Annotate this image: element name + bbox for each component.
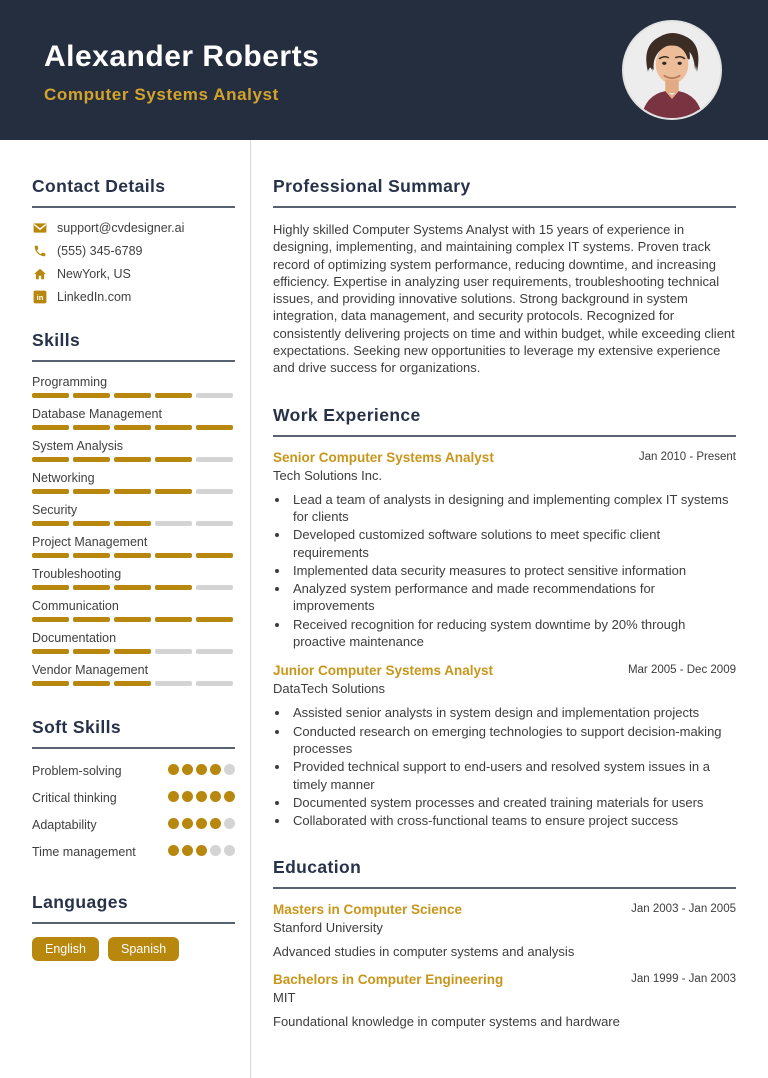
skill-item [32, 567, 235, 590]
resume-header [0, 0, 768, 140]
rating-dot [210, 818, 221, 829]
rating-dot [168, 764, 179, 775]
degree-title: Masters in Computer Science [273, 902, 463, 918]
rating-dot [224, 764, 235, 775]
svg-text:in: in [36, 292, 43, 302]
skill-bar [32, 425, 235, 430]
skill-bar [32, 617, 235, 622]
summary-section-title: Professional Summary [273, 176, 471, 196]
section-rule [32, 922, 235, 924]
job-dates: Mar 2005 - Dec 2009 [627, 664, 736, 677]
skill-segment [196, 489, 233, 494]
skill-segment [32, 457, 69, 462]
language-pill: Spanish [108, 937, 179, 961]
section-summary [273, 176, 736, 377]
skill-bar [32, 489, 235, 494]
skill-label: Database Management [32, 407, 162, 421]
skill-segment [155, 553, 192, 558]
skill-bar [32, 521, 235, 526]
skill-segment [32, 393, 69, 398]
skills-section-title: Skills [32, 330, 81, 350]
job-bullets [290, 704, 736, 829]
job-entry-head [273, 450, 736, 465]
languages-section-title: Languages [32, 891, 128, 912]
skill-segment [73, 393, 110, 398]
rating-dot [182, 845, 193, 856]
soft-skill-label: Critical thinking [32, 791, 117, 806]
education-description: Foundational knowledge in computer systems and hardware [273, 1014, 620, 1030]
skill-segment [155, 617, 192, 622]
job-company: Tech Solutions Inc. [273, 467, 383, 483]
rating-dot [210, 791, 221, 802]
education-dates: Jan 1999 - Jan 2003 [631, 973, 736, 986]
school-name: MIT [273, 990, 296, 1006]
skill-label: System Analysis [32, 439, 124, 453]
soft-skill-item [32, 789, 235, 807]
skill-segment [114, 489, 151, 494]
rating-dot [224, 818, 235, 829]
skill-label: Documentation [32, 631, 117, 645]
skill-bar [32, 649, 235, 654]
skill-segment [73, 457, 110, 462]
contact-text: (555) 345-6789 [57, 244, 143, 258]
soft-skill-label: Problem-solving [32, 764, 122, 778]
skill-bar [32, 553, 235, 558]
section-rule [32, 206, 235, 208]
linkedin-icon [32, 290, 47, 304]
skill-segment [155, 681, 192, 686]
section-contact [32, 176, 235, 304]
skill-segment [32, 521, 69, 526]
skill-bar [32, 585, 235, 590]
bullet-item: • Received recognition for reducing system downtime by 20% through proactive maintenance [290, 616, 736, 651]
skill-segment [196, 425, 233, 430]
soft-skills-list [32, 762, 235, 862]
contact-list [32, 221, 235, 304]
bullet-item: • Conducted research on emerging technologies to support decision-making processes [290, 723, 736, 758]
skill-bar [32, 393, 235, 398]
job-dates: Jan 2010 - Present [638, 450, 736, 463]
soft-skill-item [32, 762, 235, 780]
contact-text: support@cvdesigner.ai [57, 221, 185, 235]
bullet-item: • Lead a team of analysts in designing and implementing complex IT systems for clients [290, 491, 736, 526]
contact-section-title: Contact Details [32, 176, 166, 196]
profile-photo [622, 20, 722, 120]
skill-segment [114, 393, 151, 398]
skill-segment [196, 457, 233, 462]
skill-item [32, 631, 235, 654]
skill-segment [73, 585, 110, 590]
rating-dot [224, 845, 235, 856]
bullet-item: • Documented system processes and created training materials for users [290, 794, 736, 811]
rating-dot [196, 764, 207, 775]
skill-item [32, 599, 235, 622]
envelope-icon [32, 221, 47, 235]
rating-dot [168, 845, 179, 856]
job-entry [273, 663, 736, 829]
profile-photo-illustration [624, 22, 720, 118]
education-entry [273, 972, 736, 1029]
skill-bar [32, 457, 235, 462]
skill-label: Networking [32, 471, 95, 485]
skill-segment [114, 521, 151, 526]
skill-item [32, 471, 235, 494]
soft-skill-item [32, 843, 235, 861]
resume-body [0, 140, 768, 1078]
section-rule [273, 206, 736, 208]
skill-segment [32, 681, 69, 686]
rating-dot [224, 791, 235, 802]
skill-segment [73, 521, 110, 526]
skill-segment [73, 681, 110, 686]
school-name: Stanford University [273, 920, 383, 936]
job-entry-head [273, 663, 736, 678]
skill-label: Security [32, 503, 78, 517]
skill-segment [155, 457, 192, 462]
section-education [273, 857, 736, 1029]
skill-item [32, 535, 235, 558]
skill-segment [114, 585, 151, 590]
job-title: Junior Computer Systems Analyst [273, 663, 494, 679]
soft-skill-label: Time management [32, 845, 136, 860]
rating-dots [165, 816, 235, 829]
skill-label: Project Management [32, 535, 148, 549]
phone-icon [32, 244, 47, 258]
section-skills [32, 330, 235, 686]
section-soft-skills [32, 717, 235, 862]
skill-segment [32, 553, 69, 558]
contact-item [32, 221, 235, 235]
job-entry [273, 450, 736, 651]
skill-item [32, 375, 235, 398]
rating-dot [196, 791, 207, 802]
experience-section-title: Work Experience [273, 404, 421, 425]
skill-item [32, 439, 235, 462]
rating-dots [165, 762, 235, 775]
education-entry-head [273, 902, 736, 917]
skill-segment [32, 585, 69, 590]
skill-segment [196, 617, 233, 622]
skill-segment [32, 425, 69, 430]
skill-segment [114, 553, 151, 558]
skill-label: Vendor Management [32, 663, 149, 677]
bullet-item: • Developed customized software solutions to meet specific client requirements [290, 526, 736, 561]
contact-item [32, 267, 235, 281]
contact-text: LinkedIn.com [57, 290, 132, 304]
skill-segment [196, 393, 233, 398]
job-company: DataTech Solutions [273, 681, 386, 697]
section-rule [32, 360, 235, 362]
jobs-list [273, 450, 736, 830]
skill-segment [114, 425, 151, 430]
rating-dot [196, 845, 207, 856]
section-experience [273, 405, 736, 830]
home-icon [32, 267, 47, 281]
skill-item [32, 663, 235, 686]
bullet-item: • Assisted senior analysts in system design and implementation projects [290, 704, 736, 721]
bullet-item: • Analyzed system performance and made recommendations for improvements [290, 580, 736, 615]
skill-segment [196, 521, 233, 526]
skill-segment [73, 617, 110, 622]
skill-segment [196, 553, 233, 558]
skill-label: Troubleshooting [32, 567, 122, 581]
skill-segment [196, 585, 233, 590]
skill-segment [32, 649, 69, 654]
degree-title: Bachelors in Computer Engineering [273, 972, 504, 988]
skill-segment [73, 649, 110, 654]
education-dates: Jan 2003 - Jan 2005 [631, 903, 736, 916]
rating-dot [168, 818, 179, 829]
skill-segment [32, 617, 69, 622]
bullet-item: • Provided technical support to end-users and resolved system issues in a timely manner [290, 758, 736, 793]
skill-segment [155, 521, 192, 526]
rating-dot [196, 818, 207, 829]
job-title: Senior Computer Systems Analyst [273, 449, 494, 465]
summary-text: Highly skilled Computer Systems Analyst with 15 years of experience in designing, implementing, and maintaining complex IT systems. Proven track record of optimizing system performance, reducing downtime, and increasing efficiency. Expertise in analyzing user requirements, troubleshooting technical issues, and providing innovative solutions. Strong background in system integration, data management, and security protocols. Recognized for consistently delivering projects on time and within budget, while exceeding client expectations. Seeking new opportunities to leverage my extensive experience and drive success for organizations. [273, 222, 735, 376]
skills-list [32, 375, 235, 686]
skill-segment [155, 393, 192, 398]
skill-item [32, 407, 235, 430]
soft-skill-label: Adaptability [32, 818, 97, 833]
skill-segment [114, 681, 151, 686]
skill-segment [32, 489, 69, 494]
contact-item [32, 290, 235, 304]
soft-skill-item [32, 816, 235, 834]
skill-bar [32, 681, 235, 686]
language-pill: English [32, 937, 99, 961]
rating-dot [210, 764, 221, 775]
rating-dot [182, 791, 193, 802]
bullet-item: • Collaborated with cross-functional teams to ensure project success [290, 812, 736, 829]
skill-segment [155, 585, 192, 590]
soft-skills-section-title: Soft Skills [32, 717, 122, 737]
skill-segment [155, 649, 192, 654]
skill-segment [73, 489, 110, 494]
rating-dots [165, 789, 235, 802]
skill-segment [155, 489, 192, 494]
skill-segment [114, 649, 151, 654]
languages-list [32, 937, 235, 961]
sidebar [0, 140, 251, 1078]
section-rule [32, 747, 235, 749]
section-rule [273, 887, 736, 889]
skill-label: Programming [32, 375, 108, 389]
rating-dots [165, 843, 235, 856]
rating-dot [182, 818, 193, 829]
rating-dot [168, 791, 179, 802]
education-entry-head [273, 972, 736, 987]
skill-segment [155, 425, 192, 430]
contact-text: NewYork, US [57, 267, 131, 281]
skill-label: Communication [32, 599, 119, 613]
skill-segment [196, 681, 233, 686]
education-entry [273, 902, 736, 959]
skill-segment [114, 457, 151, 462]
skill-segment [196, 649, 233, 654]
section-languages [32, 892, 235, 961]
skill-item [32, 503, 235, 526]
education-section-title: Education [273, 857, 362, 878]
candidate-title: Computer Systems Analyst [44, 85, 279, 104]
contact-item [32, 244, 235, 258]
skill-segment [73, 553, 110, 558]
job-bullets [290, 491, 736, 651]
skill-segment [73, 425, 110, 430]
skill-segment [114, 617, 151, 622]
education-description: Advanced studies in computer systems and analysis [273, 944, 575, 960]
candidate-name: Alexander Roberts [44, 40, 320, 73]
education-list [273, 902, 736, 1029]
rating-dot [182, 764, 193, 775]
main-column [251, 140, 768, 1078]
section-rule [273, 435, 736, 437]
bullet-item: • Implemented data security measures to protect sensitive information [290, 562, 736, 579]
rating-dot [210, 845, 221, 856]
